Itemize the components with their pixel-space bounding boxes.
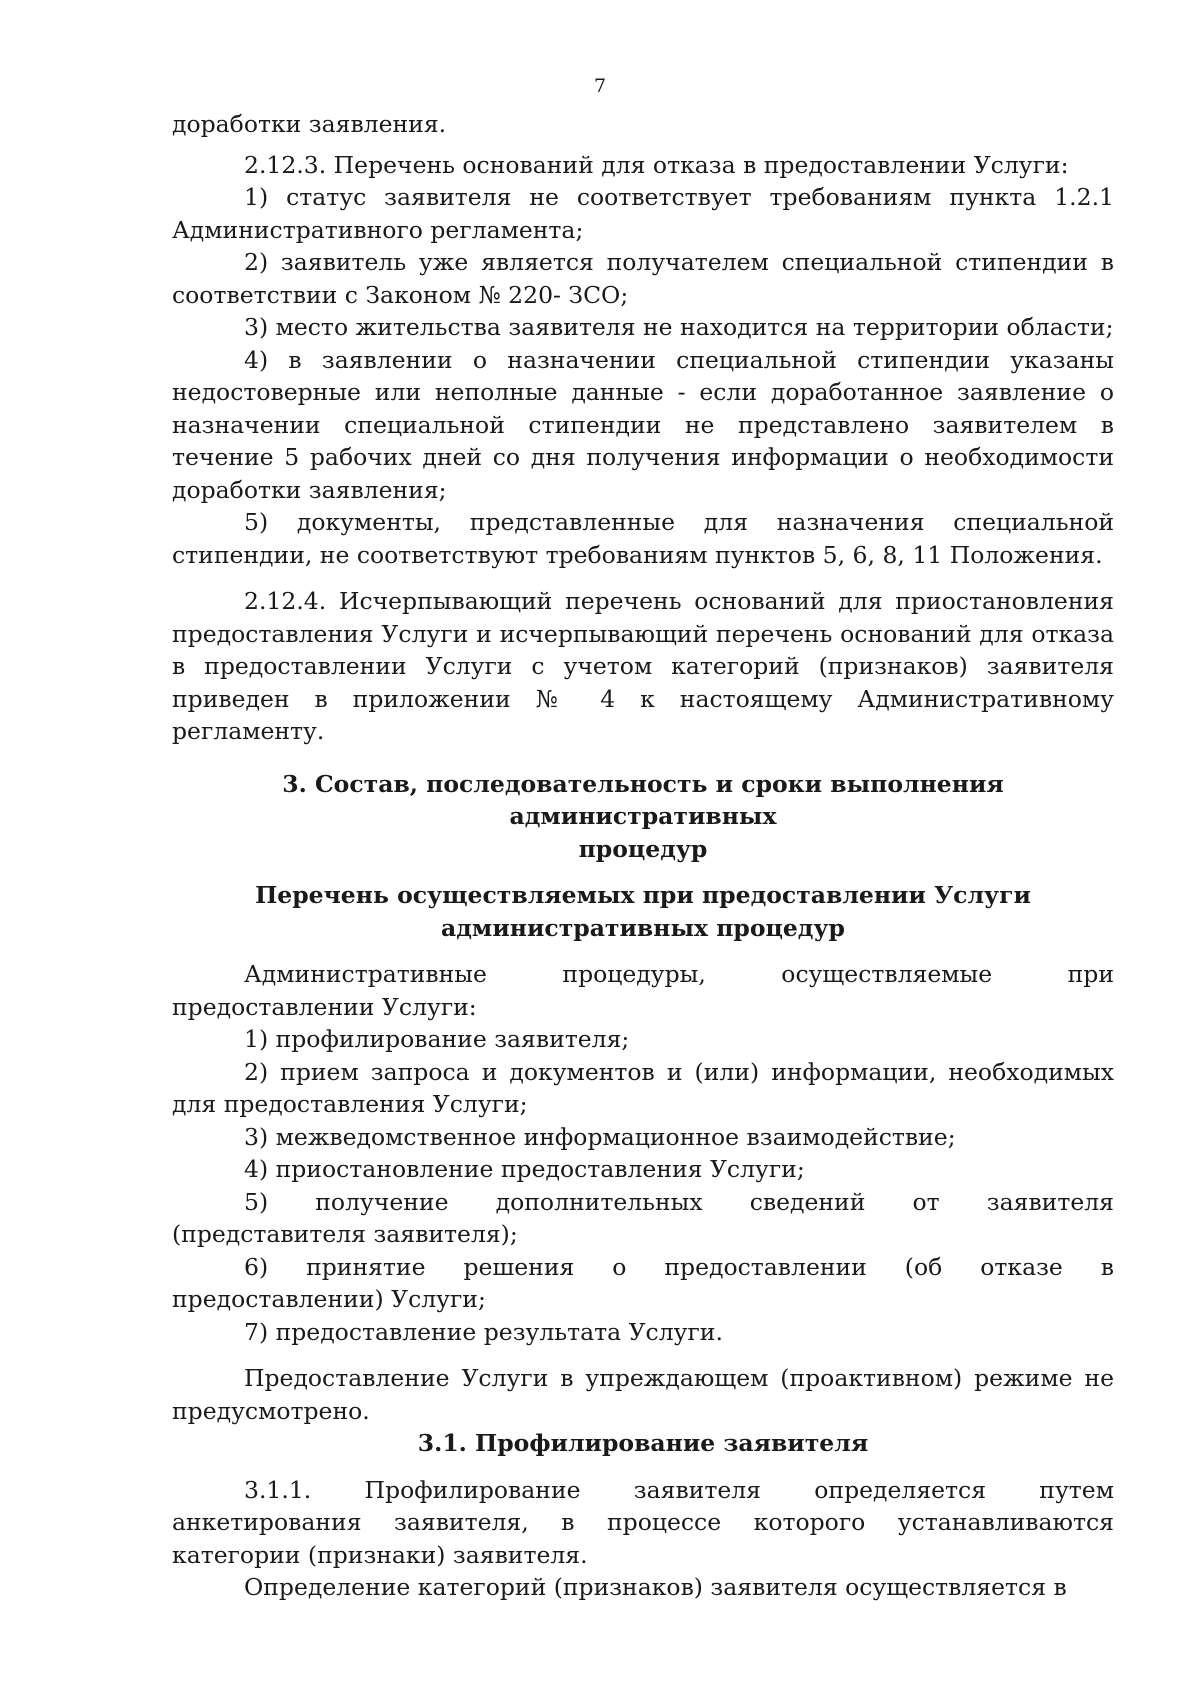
procedure-item-7: 7) предоставление результата Услуги. — [244, 1317, 723, 1346]
refusal-ground-1: 1) статус заявителя не соответствует требованиям пункта 1.2.1 Административного регламента; — [172, 183, 1114, 244]
paragraph-continuation: доработки заявления. — [172, 110, 447, 138]
procedures-intro: Административные процедуры, осуществляемые при предоставлении Услуги: — [172, 960, 1114, 1021]
refusal-ground-2: 2) заявитель уже является получателем специальной стипендии в соответствии с Законом № 220- ЗСО; — [172, 248, 1114, 309]
paragraph-3-1-1: 3.1.1. Профилирование заявителя определяется путем анкетирования заявителя, в процессе которого устанавливаются категории (признаки) заявителя. — [172, 1475, 1114, 1569]
page-number: 7 — [593, 75, 607, 97]
paragraph-2-12-4: 2.12.4. Исчерпывающий перечень оснований для приостановления предоставления Услуги и исчерпывающий перечень оснований для отказа в предоставлении Услуги с учетом категорий (признаков) заявителя приведен в приложении № 4 к настоящему Административному регламенту. — [172, 587, 1114, 745]
section-3-title-line-2: процедур — [578, 834, 708, 863]
paragraph-categories-determination: Определение категорий (признаков) заявителя осуществляется в — [244, 1573, 1067, 1601]
section-3-subtitle-line-1: Перечень осуществляемых при предоставлении Услуги — [255, 881, 1031, 909]
section-3-subtitle — [172, 879, 1114, 944]
refusal-ground-4: 4) в заявлении о назначении специальной стипендии указаны недостоверные или неполные данные - если доработанное заявление о назначении специальной стипендии не представлено заявителем в течение 5 рабочих дней со дня получения информации о необходимости доработки заявления; — [172, 345, 1114, 504]
procedure-item-4: 4) приостановление предоставления Услуги; — [244, 1155, 805, 1183]
section-3-title — [172, 768, 1114, 866]
procedure-item-1: 1) профилирование заявителя; — [244, 1025, 630, 1053]
proactive-mode-note: Предоставление Услуги в упреждающем (проактивном) режиме не предусмотрено. — [172, 1364, 1114, 1425]
procedure-item-3: 3) межведомственное информационное взаимодействие; — [244, 1122, 956, 1151]
refusal-ground-5: 5) документы, представленные для назначения специальной стипендии, не соответствуют требованиям пунктов 5, 6, 8, 11 Положения. — [172, 508, 1114, 569]
section-3-1-title: 3.1. Профилирование заявителя — [417, 1429, 869, 1457]
procedure-item-5: 5) получение дополнительных сведений от заявителя (представителя заявителя); — [172, 1187, 1114, 1248]
refusal-ground-3: 3) место жительства заявителя не находится на территории области; — [244, 313, 1114, 341]
procedure-item-6: 6) принятие решения о предоставлении (об отказе в предоставлении) Услуги; — [172, 1252, 1114, 1313]
section-3-title-line-1: 3. Состав, последовательность и сроки выполнения административных — [282, 769, 1004, 830]
paragraph-2-12-3-heading: 2.12.3. Перечень оснований для отказа в предоставлении Услуги: — [244, 150, 1069, 179]
section-3-subtitle-line-2: административных процедур — [441, 913, 845, 942]
procedure-item-2: 2) прием запроса и документов и (или) информации, необходимых для предоставления Услуги; — [172, 1057, 1114, 1118]
